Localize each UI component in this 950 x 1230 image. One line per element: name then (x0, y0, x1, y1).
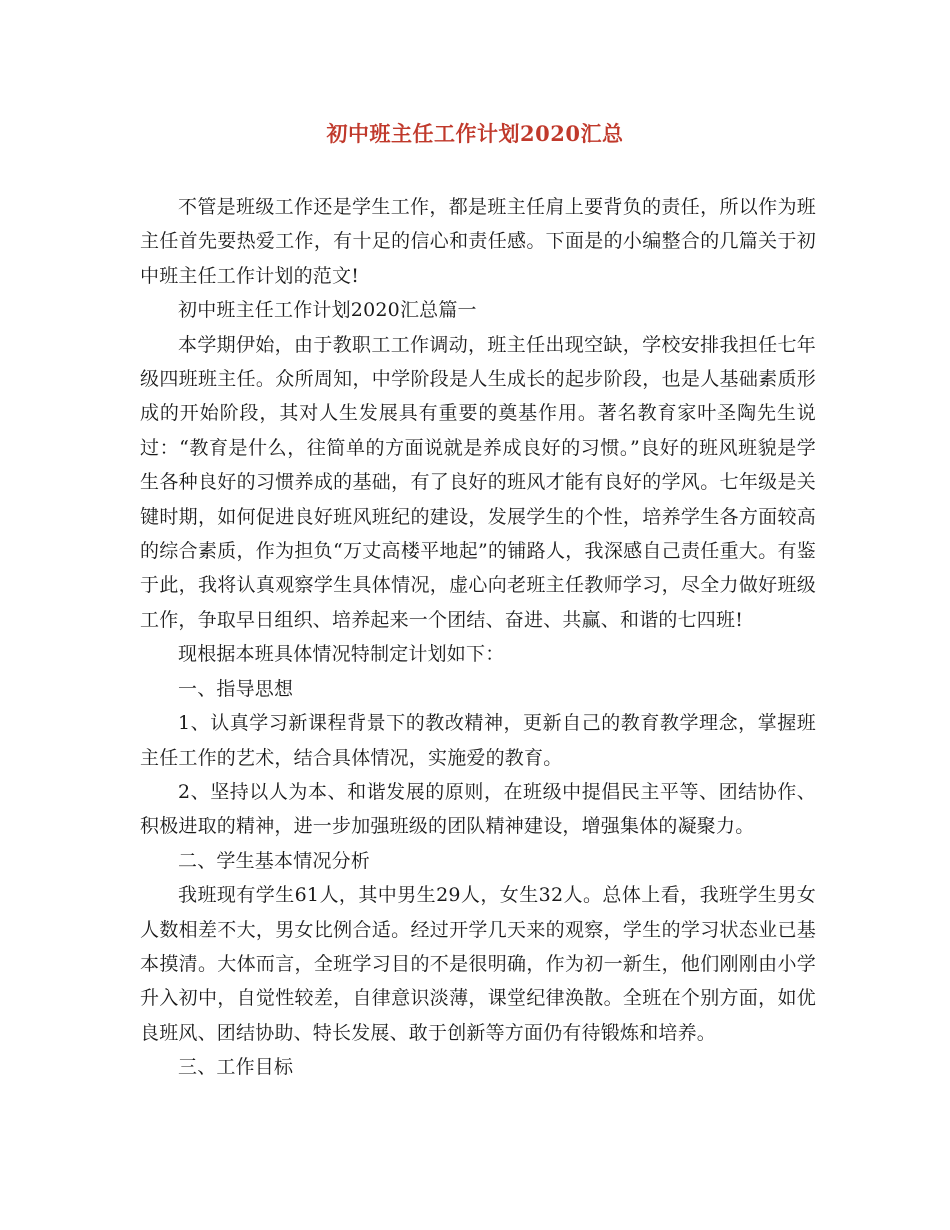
section-heading-guiding-ideology: 一、指导思想 (178, 677, 294, 700)
section-heading-work-goals: 三、工作目标 (178, 1056, 294, 1079)
section-heading-part-one: 初中班主任工作计划2020汇总篇一 (178, 299, 477, 322)
intro-paragraph: 不管是班级工作还是学生工作，都是班主任肩上要背负的责任，所以作为班主任首先要热爱工作，有十足的信心和责任感。下面是的小编整合的几篇关于初中班主任工作计划的范文! (140, 196, 816, 287)
student-analysis-paragraph: 我班现有学生61人，其中男生29人，女生32人。总体上看，我班学生男女人数相差不大，男女比例合适。经过开学几天来的观察，学生的学习状态业已基本摸清。大体而言，全班学习目的不是很明确，作为初一新生，他们刚刚由小学升入初中，自觉性较差，自律意识淡薄，课堂纪律涣散。全班在个别方面，如优良班风、团结协助、特长发展、敢于创新等方面仍有待锻炼和培养。 (140, 884, 816, 1044)
document-body (140, 190, 816, 1085)
section-heading-student-analysis: 二、学生基本情况分析 (178, 849, 371, 872)
document-title: 初中班主任工作计划2020汇总 (326, 121, 624, 146)
plan-lead-paragraph: 现根据本班具体情况特制定计划如下： (178, 643, 505, 666)
background-paragraph: 本学期伊始，由于教职工工作调动，班主任出现空缺，学校安排我担任七年级四班班主任。众所周知，中学阶段是人生成长的起步阶段，也是人基础素质形成的开始阶段，其对人生发展具有重要的奠基作用。著名教育家叶圣陶先生说过：“教育是什么，往简单的方面说就是养成良好的习惯。”良好的班风班貌是学生各种良好的习惯养成的基础，有了良好的班风才能有良好的学风。七年级是关键时期，如何促进良好班风班纪的建设，发展学生的个性，培养学生各方面较高的综合素质，作为担负“万丈高楼平地起”的铺路人，我深感自己责任重大。有鉴于此，我将认真观察学生具体情况，虚心向老班主任教师学习，尽全力做好班级工作，争取早日组织、培养起来一个团结、奋进、共赢、和谐的七四班! (140, 333, 816, 631)
guiding-point-2: 2、坚持以人为本、和谐发展的原则，在班级中提倡民主平等、团结协作、积极进取的精神，进一步加强班级的团队精神建设，增强集体的凝聚力。 (140, 780, 816, 838)
guiding-point-1: 1、认真学习新课程背景下的教改精神，更新自己的教育教学理念，掌握班主任工作的艺术，结合具体情况，实施爱的教育。 (140, 712, 816, 769)
